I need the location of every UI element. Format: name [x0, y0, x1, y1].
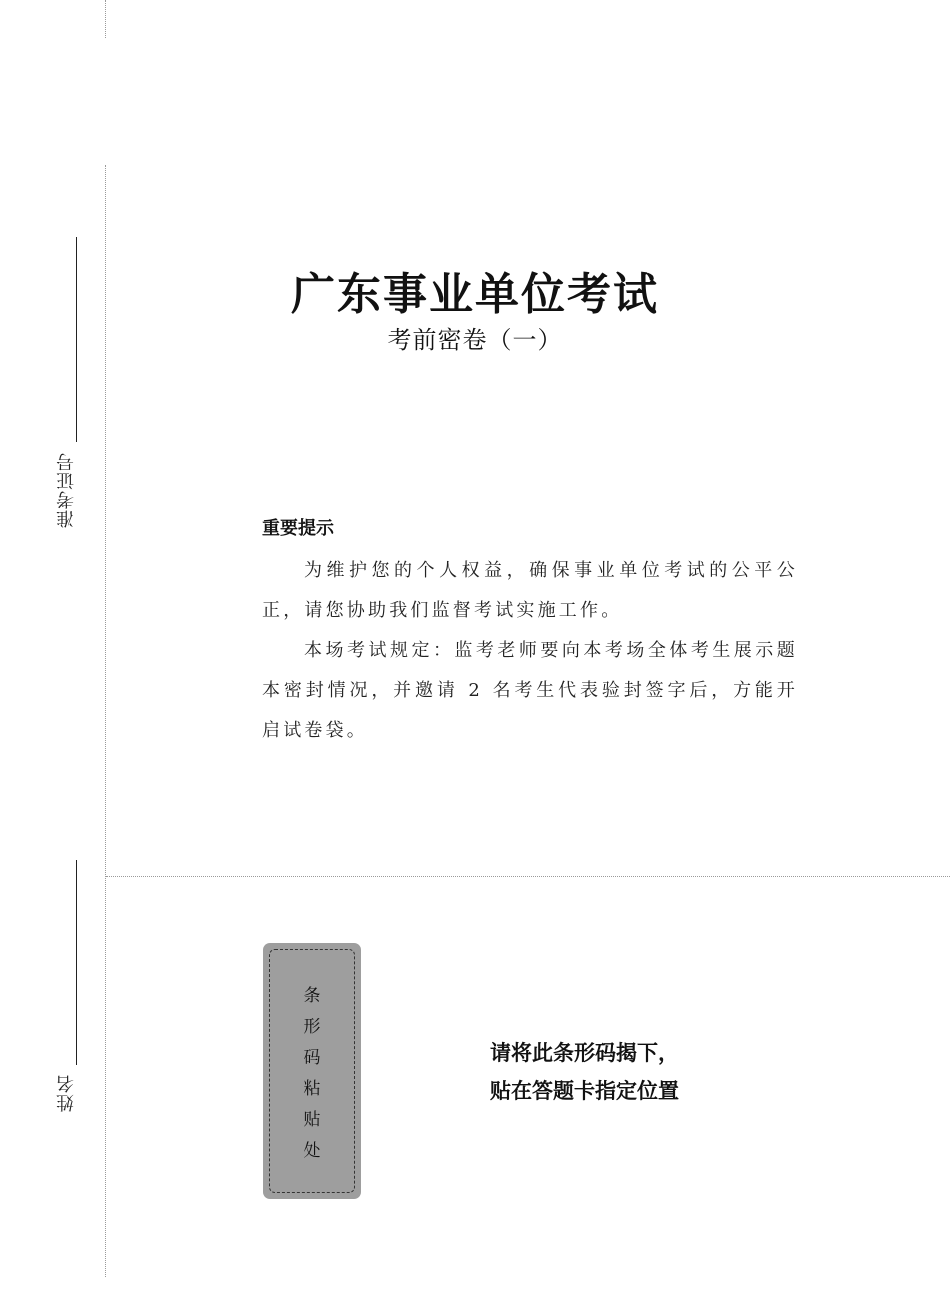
barcode-label-char: 码 [303, 1048, 321, 1068]
notice-paragraph: 本场考试规定：监考老师要向本考场全体考生展示题本密封情况，并邀请 2 名考生代表验封签字后，方能开启试卷袋。 [262, 640, 798, 741]
barcode-label-char: 处 [303, 1141, 321, 1161]
exam-id-label: 准考证号 [56, 452, 77, 528]
notice-heading: 重要提示 [262, 518, 334, 539]
notice-paragraph: 为维护您的个人权益，确保事业单位考试的公平公正，请您协助我们监督考试实施工作。 [262, 560, 798, 621]
barcode-instruction [490, 1034, 679, 1110]
barcode-label-char: 贴 [303, 1110, 321, 1130]
barcode-label-char: 条 [303, 986, 321, 1006]
binding-margin-line-top [105, 0, 106, 38]
barcode-sticker-area [263, 943, 361, 1199]
page-subtitle: 考前密卷（一） [387, 326, 563, 354]
instruction-line: 贴在答题卡指定位置 [490, 1079, 679, 1103]
name-field-line[interactable] [76, 860, 77, 1065]
barcode-label-char: 粘 [303, 1079, 321, 1099]
fold-line [106, 876, 950, 877]
barcode-label [263, 981, 361, 1167]
barcode-label-char: 形 [303, 1017, 321, 1037]
name-label: 姓名 [56, 1074, 77, 1112]
notice-body [262, 551, 798, 751]
page-title: 广东事业单位考试 [291, 269, 659, 320]
instruction-line: 请将此条形码揭下， [490, 1041, 679, 1065]
